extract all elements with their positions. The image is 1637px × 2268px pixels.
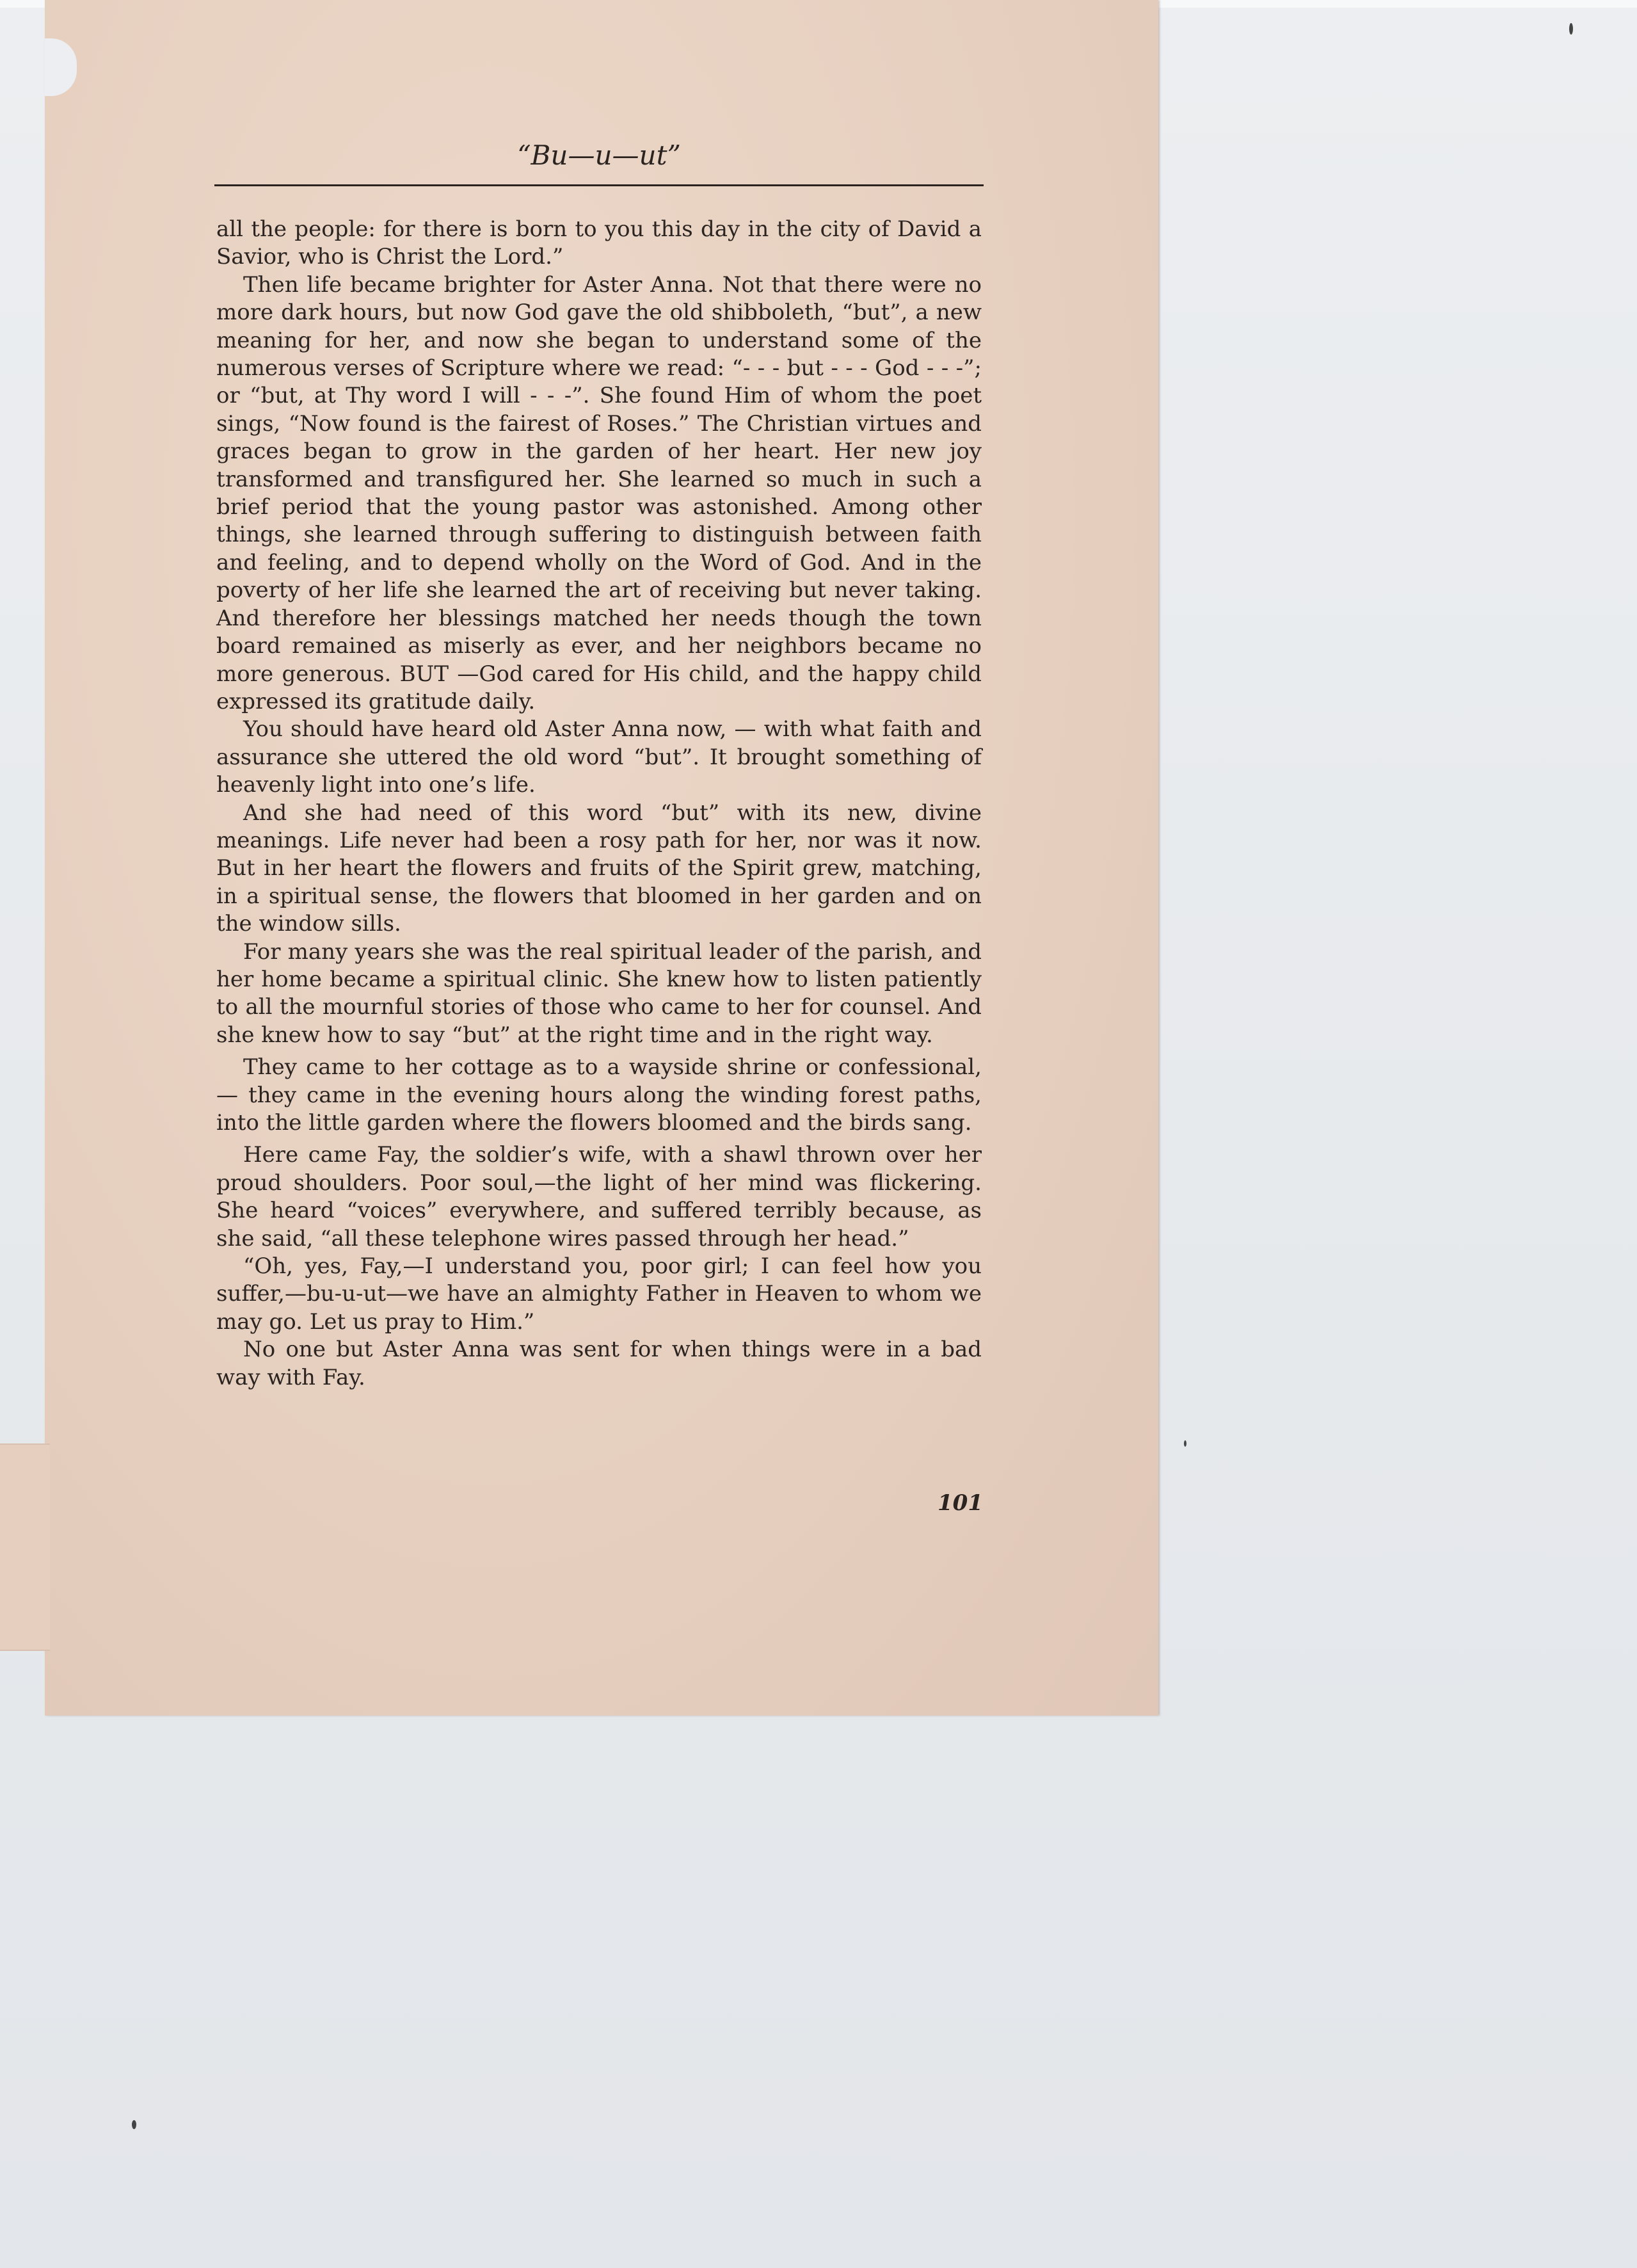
paragraph: Here came Fay, the soldier’s wife, with a shawl thrown over her proud shoulders. Poor soul,—the light of her mind was flickering. She heard “voices” everywhere, and suffered terribly because, as she said, “all these telephone wires passed through her head.”: [216, 1142, 982, 1251]
paragraph: They came to her cottage as to a wayside shrine or confessional, — they came in the evening hours along the winding forest paths, into the little garden where the flowers bloomed and the birds sang.: [216, 1054, 982, 1136]
dust-speck: [1569, 23, 1573, 35]
body-text: [216, 216, 982, 1392]
paragraph: For many years she was the real spiritual leader of the parish, and her home became a spiritual clinic. She knew how to listen patiently to all the mournful stories of those who came to her for counsel. And she knew how to say “but” at the right time and in the right way.: [216, 938, 982, 1048]
paragraph: Then life became brighter for Aster Anna. Not that there were no more dark hours, but now God gave the old shibboleth, “but”, a new meaning for her, and now she began to understand some of the numerous verses of Scripture where we read: “- - - but - - - God - - -”; or “but, at Thy word I will - - -”. She found Him of whom the poet sings, “Now found is the fairest of Roses.” The Christian virtues and graces began to grow in the garden of her heart. Her new joy transformed and transfigured her. She learned so much in such a brief period that the young pastor was astonished. Among other things, she learned through suffering to distinguish between faith and feeling, and to depend wholly on the Word of God. And in the poverty of her life she learned the art of receiving but never taking. And therefore her blessings matched her needs though the town board remained as miserly as ever, and her neighbors became no more generous. BUT —God cared for His child, and the happy child expressed its gratitude daily.: [216, 271, 982, 714]
page-binding-tab: [0, 1444, 50, 1651]
page-number: 101: [938, 1490, 983, 1516]
dust-speck: [132, 2120, 136, 2129]
paragraph: You should have heard old Aster Anna now, — with what faith and assurance she uttered the old word “but”. It brought something of heavenly light into one’s life.: [216, 716, 982, 798]
running-head: “Bu—u—ut”: [517, 140, 681, 171]
header-rule: [214, 184, 984, 186]
paragraph: “Oh, yes, Fay,—I understand you, poor girl; I can feel how you suffer,—bu-u-ut—we have an almighty Father in Heaven to whom we may go. Let us pray to Him.”: [216, 1253, 982, 1335]
paragraph: all the people: for there is born to you this day in the city of David a Savior, who is Christ the Lord.”: [216, 216, 982, 270]
paragraph: No one but Aster Anna was sent for when things were in a bad way with Fay.: [216, 1337, 982, 1390]
paragraph: And she had need of this word “but” with its new, divine meanings. Life never had been a rosy path for her, nor was it now. But in her heart the flowers and fruits of the Spirit grew, matching, in a spiritual sense, the flowers that bloomed in her garden and on the window sills.: [216, 800, 982, 937]
dust-speck: [1184, 1440, 1186, 1447]
